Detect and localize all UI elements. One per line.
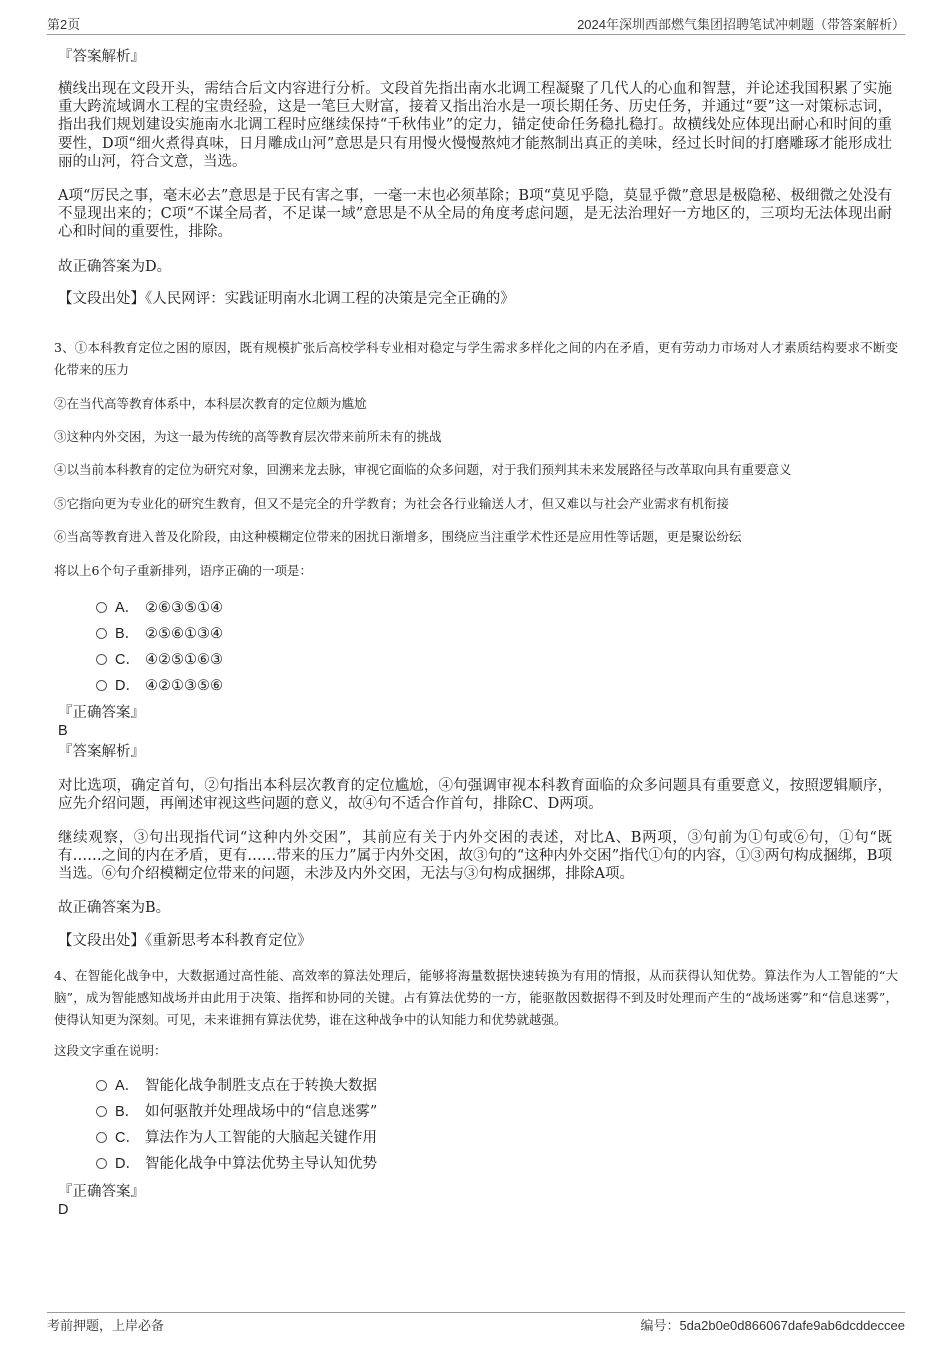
- q3-option-c[interactable]: [96, 651, 223, 669]
- q2-conclusion: 故正确答案为D。: [58, 259, 172, 275]
- q3-sentence-2: ②在当代高等教育体系中，本科层次教育的定位颇为尴尬: [54, 396, 367, 411]
- q4-option-d[interactable]: [96, 1155, 377, 1173]
- q2-source: 【文段出处】《人民网评：实践证明南水北调工程的决策是完全正确的》: [58, 291, 515, 307]
- q4-option-c[interactable]: [96, 1129, 377, 1147]
- q3-sentence-4: ④以当前本科教育的定位为研究对象，回溯来龙去脉，审视它面临的众多问题，对于我们预判其未来发展路径与改革取向具有重要意义: [54, 462, 792, 477]
- option-text: 算法作为人工智能的大脑起关键作用: [145, 1130, 377, 1146]
- q4-option-a[interactable]: [96, 1077, 377, 1095]
- q4-option-b[interactable]: [96, 1103, 377, 1121]
- option-letter: B．: [115, 1104, 140, 1120]
- radio-icon[interactable]: [96, 1080, 107, 1091]
- option-letter: D．: [115, 1156, 140, 1172]
- q3-option-b[interactable]: [96, 625, 223, 643]
- option-letter: C．: [115, 652, 140, 668]
- option-text: 智能化战争中算法优势主导认知优势: [145, 1156, 377, 1172]
- q3-intro: 3、①本科教育定位之困的原因，既有规模扩张后高校学科专业相对稳定与学生需求多样化之间的内在矛盾，更有劳动力市场对人才素质结构要求不断变化带来的压力: [54, 340, 898, 377]
- option-letter: D．: [115, 678, 140, 694]
- option-letter: C．: [115, 1130, 140, 1146]
- page-number: 第2页: [47, 17, 81, 32]
- option-letter: A．: [115, 1078, 140, 1094]
- radio-icon[interactable]: [96, 1132, 107, 1143]
- q3-analysis-label: 『答案解析』: [58, 744, 145, 760]
- q3-question: 将以上6个句子重新排列，语序正确的一项是：: [54, 563, 312, 578]
- q3-correct-answer: B: [58, 723, 68, 739]
- q3-sentence-5: ⑤它指向更为专业化的研究生教育，但又不是完全的升学教育；为社会各行业输送人才，但又难以与社会产业需求有机衔接: [54, 496, 730, 511]
- radio-icon[interactable]: [96, 602, 107, 613]
- footer-slogan: 考前押题，上岸必备: [47, 1318, 165, 1333]
- option-text: ②⑤⑥①③④: [145, 626, 223, 642]
- option-text: ④②⑤①⑥③: [145, 652, 223, 668]
- radio-icon[interactable]: [96, 680, 107, 691]
- option-text: ④②①③⑤⑥: [145, 678, 223, 694]
- q2-analysis-paragraph-1: 横线出现在文段开头，需结合后文内容进行分析。文段首先指出南水北调工程凝聚了几代人的心血和智慧，并论述我国积累了实施重大跨流域调水工程的宝贵经验，这是一笔巨大财富，接着又指出治水是一项长期任务、历史任务，并通过“要”这一对策标志词，指出我们规划建设实施南水北调工程时应继续保持“千秋伟业”的定力，锚定使命任务稳扎稳打。故横线处应体现出耐心和时间的重要性，D项“细火煮得真味，日月雕成山河”意思是只有用慢火慢慢熬炖才能熬制出真正的美味，经过长时间的打磨雕琢才能形成壮丽的山河，符合文意，当选。: [58, 81, 892, 170]
- document-code: 编号：5da2b0e0d866067dafe9ab6dcddeccee: [640, 1318, 905, 1333]
- q4-correct-answer: D: [58, 1202, 69, 1218]
- page-footer: [47, 1312, 905, 1335]
- q3-option-d[interactable]: [96, 677, 223, 695]
- q3-analysis-paragraph-1: 对比选项，确定首句，②句指出本科层次教育的定位尴尬，④句强调审视本科教育面临的众多问题具有重要意义，按照逻辑顺序，应先介绍问题，再阐述审视这些问题的意义，故④句不适合作首句，排除C、D两项。: [58, 778, 892, 813]
- option-text: 智能化战争制胜支点在于转换大数据: [145, 1078, 377, 1094]
- radio-icon[interactable]: [96, 628, 107, 639]
- option-text: ②⑥③⑤①④: [145, 600, 223, 616]
- q4-question: 这段文字重在说明：: [54, 1043, 167, 1058]
- option-letter: B．: [115, 626, 140, 642]
- option-letter: A．: [115, 600, 140, 616]
- radio-icon[interactable]: [96, 1158, 107, 1169]
- q3-sentence-6: ⑥当高等教育进入普及化阶段，由这种模糊定位带来的困扰日渐增多，围绕应当注重学术性还是应用性等话题，更是聚讼纷纭: [54, 529, 742, 544]
- radio-icon[interactable]: [96, 654, 107, 665]
- q4-correct-label: 『正确答案』: [58, 1184, 145, 1200]
- option-text: 如何驱散并处理战场中的“信息迷雾”: [145, 1104, 378, 1120]
- q3-correct-label: 『正确答案』: [58, 705, 145, 721]
- radio-icon[interactable]: [96, 1106, 107, 1117]
- q3-option-a[interactable]: [96, 599, 223, 617]
- q2-analysis-paragraph-2: A项“厉民之事，毫末必去”意思是于民有害之事，一毫一末也必须革除；B项“莫见乎隐，莫显乎微”意思是极隐秘、极细微之处没有不显现出来的；C项“不谋全局者，不足谋一域”意思是不从全局的角度考虑问题，是无法治理好一方地区的，三项均无法体现出耐心和时间的重要性，排除。: [58, 188, 892, 241]
- q4-intro: 4、在智能化战争中，大数据通过高性能、高效率的算法处理后，能够将海量数据快速转换为有用的情报，从而获得认知优势。算法作为人工智能的“大脑”，成为智能感知战场并由此用于决策、指挥和协同的关键。占有算法优势的一方，能驱散因数据得不到及时处理而产生的“战场迷雾”和“信息迷雾”，使得认知更为深刻。可见，未来谁拥有算法优势，谁在这种战争中的认知能力和优势就越强。: [54, 968, 898, 1027]
- document-title: 2024年深圳西部燃气集团招聘笔试冲刺题（带答案解析）: [577, 17, 905, 32]
- q3-source: 【文段出处】《重新思考本科教育定位》: [58, 933, 312, 949]
- q3-conclusion: 故正确答案为B。: [58, 900, 171, 916]
- page-header: [47, 12, 905, 35]
- q3-sentence-3: ③这种内外交困，为这一最为传统的高等教育层次带来前所未有的挑战: [54, 429, 442, 444]
- q2-analysis-label: 『答案解析』: [58, 49, 145, 65]
- q3-analysis-paragraph-2: 继续观察，③句出现指代词“这种内外交困”，其前应有关于内外交困的表述，对比A、B两项，③句前为①句或⑥句，①句“既有……之间的内在矛盾，更有……带来的压力”属于内外交困，故③句的“这种内外交困”指代①句的内容，①③两句构成捆绑，B项当选。⑥句介绍模糊定位带来的问题，未涉及内外交困，无法与③句构成捆绑，排除A项。: [58, 830, 892, 883]
